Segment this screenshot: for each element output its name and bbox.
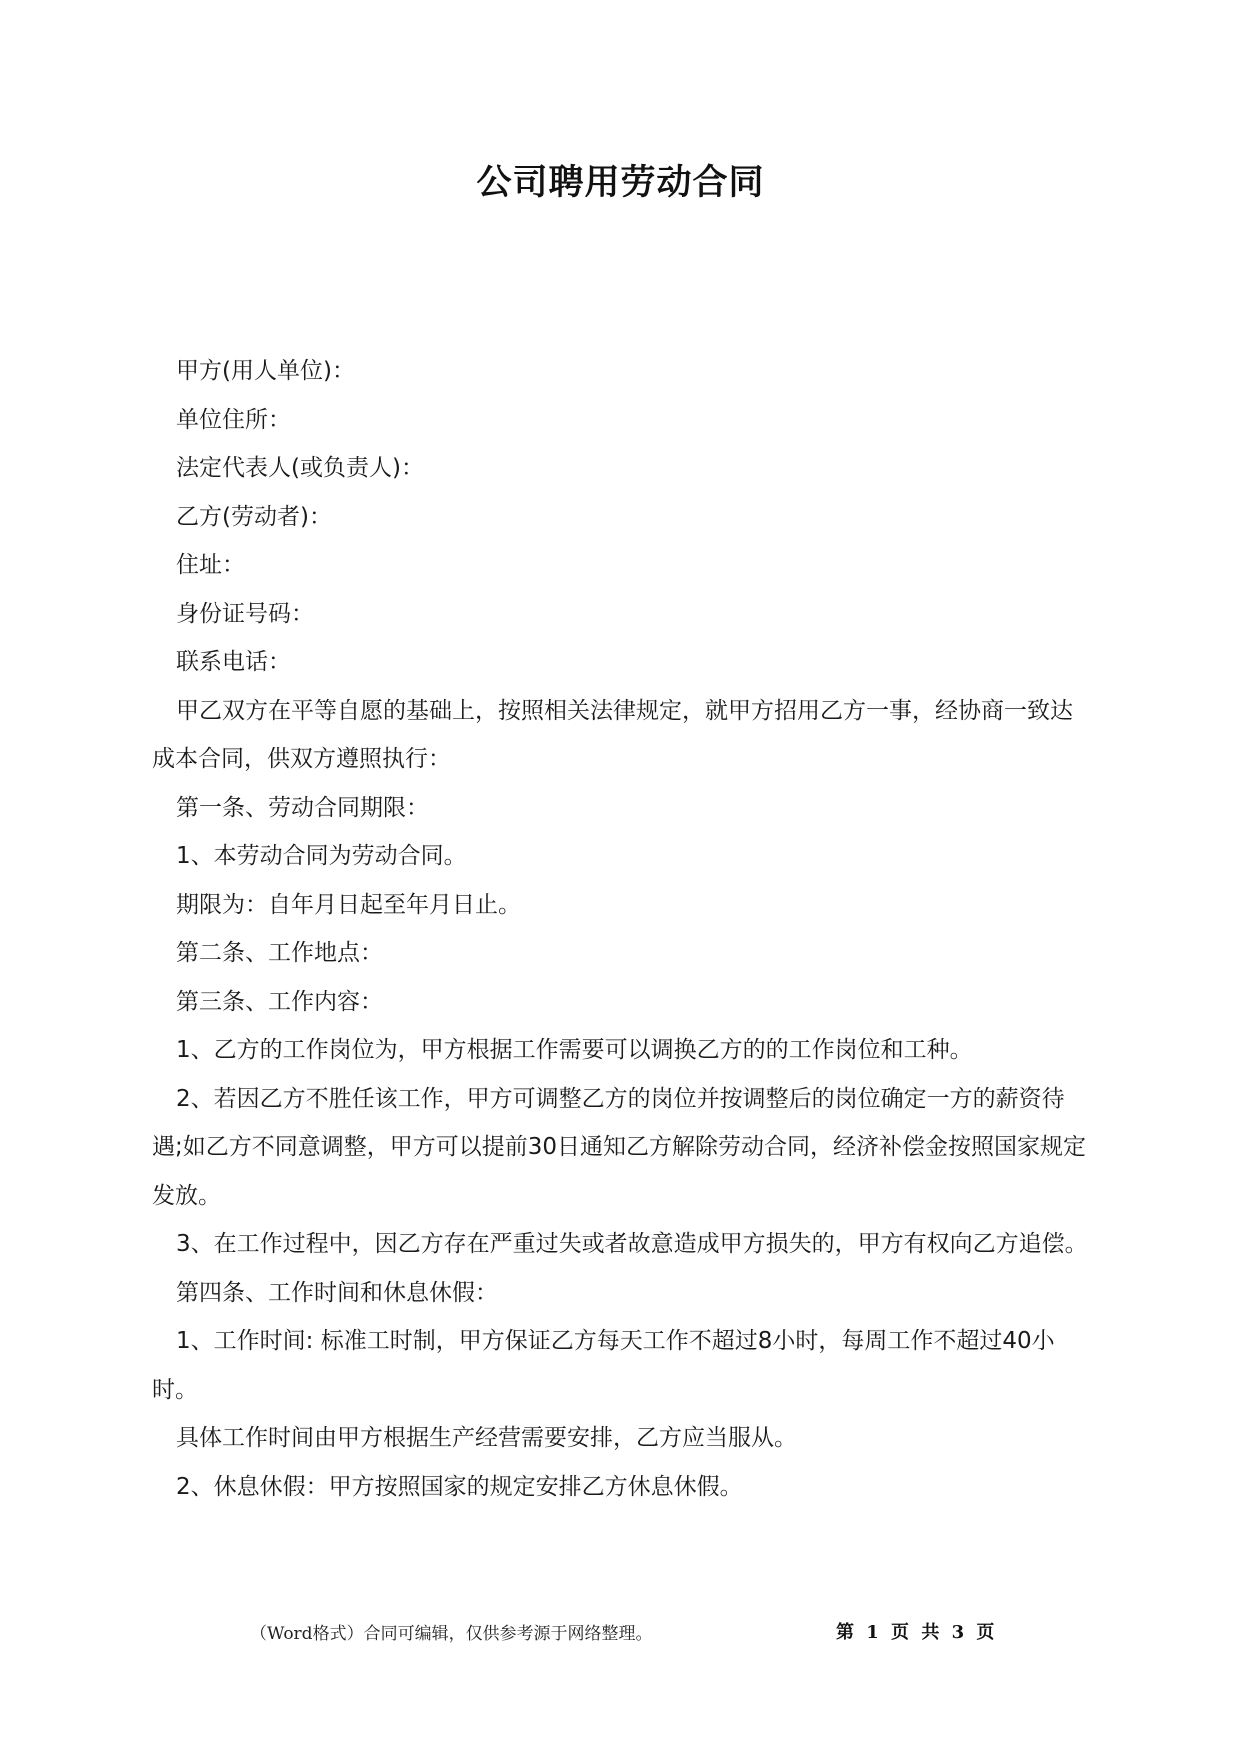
article-1-clause-1: 1、本劳动合同为劳动合同。 [176, 843, 467, 869]
id-number-line: 身份证号码： [176, 600, 314, 627]
party-b-line: 乙方(劳动者)： [176, 503, 332, 530]
article-1-heading: 第一条、劳动合同期限： [176, 794, 429, 821]
article-3-clause-1: 1、乙方的工作岗位为，甲方根据工作需要可以调换乙方的的工作岗位和工种。 [176, 1037, 973, 1063]
article-4-clause-1: 1、工作时间: 标准工时制，甲方保证乙方每天工作不超过8小时，每周工作不超过40小时。 [152, 1328, 1055, 1403]
article-4-schedule-note: 具体工作时间由甲方根据生产经营需要安排，乙方应当服从。 [176, 1425, 797, 1451]
article-3-heading: 第三条、工作内容： [176, 988, 383, 1015]
party-a-line: 甲方(用人单位)： [176, 358, 355, 384]
article-1-term: 期限为：自年月日起至年月日止。 [176, 891, 521, 918]
footer-note: （Word格式）合同可编辑，仅供参考源于网络整理。 [250, 1624, 653, 1644]
address-line: 单位住所： [176, 406, 291, 433]
article-4-heading: 第四条、工作时间和休息休假： [176, 1279, 498, 1306]
article-3-clause-2: 2、若因乙方不胜任该工作，甲方可调整乙方的岗位并按调整后的岗位确定一方的薪资待遇;如乙方不同意调整，甲方可以提前30日通知乙方解除劳动合同，经济补偿金按照国家规定发放。 [152, 1085, 1087, 1209]
document-title: 公司聘用劳动合同 [476, 163, 765, 203]
page-indicator: 第 1 页 共 3 页 [836, 1622, 995, 1643]
article-2-heading: 第二条、工作地点： [176, 940, 383, 966]
document-body [152, 347, 1092, 1511]
article-4-clause-2: 2、休息休假：甲方按照国家的规定安排乙方休息休假。 [176, 1473, 743, 1500]
article-3-clause-3: 3、在工作过程中，因乙方存在严重过失或者故意造成甲方损失的，甲方有权向乙方追偿。 [176, 1231, 1088, 1257]
residence-line: 住址： [176, 552, 245, 578]
phone-line: 联系电话： [176, 649, 291, 675]
preamble-paragraph: 甲乙双方在平等自愿的基础上，按照相关法律规定，就甲方招用乙方一事，经协商一致达成本合同，供双方遵照执行： [152, 697, 1073, 772]
legal-representative-line: 法定代表人(或负责人)： [176, 455, 424, 481]
